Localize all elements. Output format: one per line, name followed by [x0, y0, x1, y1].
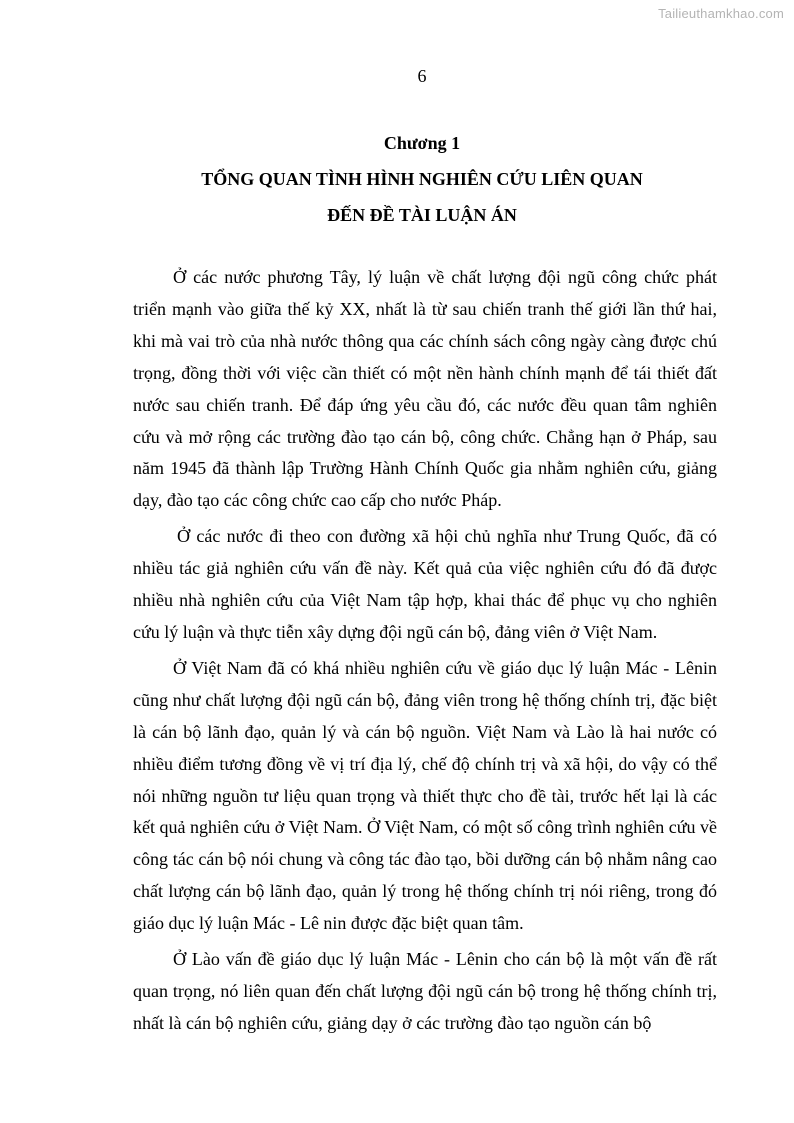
paragraph-western-countries: Ở các nước phương Tây, lý luận về chất lượng đội ngũ công chức phát triển mạnh vào giữa thế kỷ XX, nhất là từ sau chiến tranh thế giới lần thứ hai, khi mà vai trò của nhà nước thông qua các chính sách công ngày càng được chú trọng, đồng thời với việc cần thiết có một nền hành chính mạnh để tái thiết đất nước sau chiến tranh. Để đáp ứng yêu cầu đó, các nước đều quan tâm nghiên cứu và mở rộng các trường đào tạo cán bộ, công chức. Chẳng hạn ở Pháp, sau năm 1945 đã thành lập Trường Hành Chính Quốc gia nhằm nghiên cứu, giảng dạy, đào tạo các công chức cao cấp cho nước Pháp.: [133, 267, 717, 511]
chapter-title-line-1: TỔNG QUAN TÌNH HÌNH NGHIÊN CỨU LIÊN QUAN: [201, 169, 643, 189]
paragraph-socialist-countries: Ở các nước đi theo con đường xã hội chủ nghĩa như Trung Quốc, đã có nhiều tác giả nghiên cứu vấn đề này. Kết quả của việc nghiên cứu đó đã được nhiều nhà nghiên cứu của Việt Nam tập hợp, khai thác để phục vụ cho nghiên cứu lý luận và thực tiễn xây dựng đội ngũ cán bộ, đảng viên ở Việt Nam.: [133, 526, 717, 642]
page-number: 6: [417, 66, 427, 86]
chapter-label: Chương 1: [383, 133, 461, 153]
chapter-title-line-2: ĐẾN ĐỀ TÀI LUẬN ÁN: [327, 205, 517, 225]
paragraph-vietnam: Ở Việt Nam đã có khá nhiều nghiên cứu về giáo dục lý luận Mác - Lênin cũng như chất lượng đội ngũ cán bộ, đảng viên trong hệ thống chính trị, đặc biệt là cán bộ lãnh đạo, quản lý và cán bộ nguồn. Việt Nam và Lào là hai nước có nhiều điểm tương đồng về vị trí địa lý, chế độ chính trị và xã hội, do vậy có thể nói những nguồn tư liệu quan trọng và thiết thực cho đề tài, trước hết lại là các kết quả nghiên cứu ở Việt Nam. Ở Việt Nam, có một số công trình nghiên cứu về công tác cán bộ nói chung và công tác đào tạo, bồi dưỡng cán bộ nhằm nâng cao chất lượng cán bộ lãnh đạo, quản lý trong hệ thống chính trị nói riêng, trong đó giáo dục lý luận Mác - Lê nin được đặc biệt quan tâm.: [133, 657, 717, 934]
body-text: [133, 262, 717, 1044]
paragraph-laos: Ở Lào vấn đề giáo dục lý luận Mác - Lênin cho cán bộ là một vấn đề rất quan trọng, nó liên quan đến chất lượng đội ngũ cán bộ trong hệ thống chính trị, nhất là cán bộ nghiên cứu, giảng dạy ở các trường đào tạo nguồn cán bộ: [133, 949, 717, 1033]
watermark: Tailieuthamkhao.com: [658, 6, 784, 21]
